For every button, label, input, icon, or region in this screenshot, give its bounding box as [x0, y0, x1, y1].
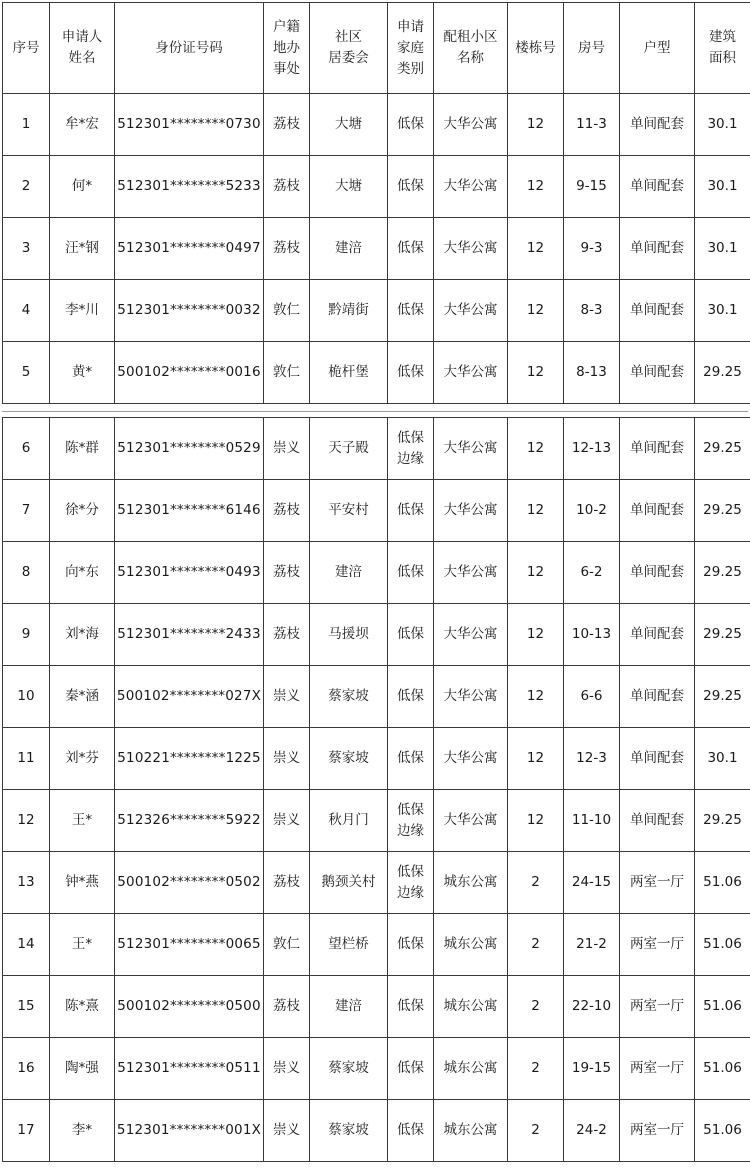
office-cell: 崇义: [264, 1100, 310, 1162]
estate-name-cell: 大华公寓: [434, 666, 508, 728]
row-number-cell: 9: [3, 604, 50, 666]
header-unit-type-line: 户型: [643, 39, 671, 56]
header-office-line: 户籍: [273, 18, 300, 35]
estate-name-cell: 城东公寓: [434, 1038, 508, 1100]
table-row: [3, 1100, 750, 1162]
id-number-cell: 512326********5922: [115, 790, 264, 852]
building-number-cell: 2: [508, 852, 564, 914]
table-body-top: [3, 94, 750, 404]
estate-name-cell: 大华公寓: [434, 480, 508, 542]
applicant-name-cell: 陈*群: [50, 418, 115, 480]
page-break-line: [2, 411, 748, 412]
category-line: 低保: [397, 302, 424, 318]
category-line: 低保: [397, 564, 424, 580]
header-no-line: 序号: [12, 39, 40, 56]
allocation-table-top: [2, 2, 750, 404]
applicant-name-cell: 黄*: [50, 342, 115, 404]
header-category-line: 类别: [397, 60, 424, 77]
category-line: 低保: [397, 116, 424, 132]
room-number-cell: 8-13: [564, 342, 620, 404]
floor-area-cell: 30.1: [695, 280, 750, 342]
estate-name-cell: 大华公寓: [434, 218, 508, 280]
row-number-cell: 15: [3, 976, 50, 1038]
row-number-cell: 2: [3, 156, 50, 218]
id-number-cell: 512301********0065: [115, 914, 264, 976]
id-number-cell: 512301********0529: [115, 418, 264, 480]
category-cell: [388, 94, 434, 156]
office-cell: 崇义: [264, 790, 310, 852]
room-number-cell: 12-13: [564, 418, 620, 480]
room-number-cell: 11-3: [564, 94, 620, 156]
header-estate: [434, 3, 508, 94]
office-cell: 崇义: [264, 1038, 310, 1100]
estate-name-cell: 大华公寓: [434, 418, 508, 480]
category-cell: [388, 852, 434, 914]
building-number-cell: 12: [508, 666, 564, 728]
header-office-line: 地办: [273, 39, 300, 56]
floor-area-cell: 51.06: [695, 976, 750, 1038]
unit-type-cell: 两室一厅: [620, 976, 695, 1038]
building-number-cell: 12: [508, 542, 564, 604]
applicant-name-cell: 向*东: [50, 542, 115, 604]
category-line: 低保: [397, 364, 424, 380]
building-number-cell: 12: [508, 790, 564, 852]
header-room-line: 房号: [578, 39, 605, 56]
unit-type-cell: 单间配套: [620, 418, 695, 480]
category-cell: [388, 156, 434, 218]
header-community-line: 社区: [335, 29, 362, 45]
header-category-line: 申请: [397, 18, 424, 35]
category-cell: [388, 1038, 434, 1100]
community-cell: 天子殿: [310, 418, 388, 480]
id-number-cell: 512301********0730: [115, 94, 264, 156]
row-number-cell: 8: [3, 542, 50, 604]
header-building: [508, 3, 564, 94]
table-row: [3, 280, 750, 342]
applicant-name-cell: 李*: [50, 1100, 115, 1162]
estate-name-cell: 大华公寓: [434, 604, 508, 666]
floor-area-cell: 30.1: [695, 94, 750, 156]
unit-type-cell: 单间配套: [620, 156, 695, 218]
category-line: 低保: [397, 1122, 424, 1138]
unit-type-cell: 单间配套: [620, 604, 695, 666]
unit-type-cell: 两室一厅: [620, 1100, 695, 1162]
floor-area-cell: 30.1: [695, 728, 750, 790]
community-cell: 秋月门: [310, 790, 388, 852]
office-cell: 荔枝: [264, 94, 310, 156]
building-number-cell: 2: [508, 976, 564, 1038]
category-line: 低保: [397, 863, 424, 880]
unit-type-cell: 单间配套: [620, 342, 695, 404]
office-cell: 荔枝: [264, 542, 310, 604]
community-cell: 鹅颈关村: [310, 852, 388, 914]
row-number-cell: 1: [3, 94, 50, 156]
building-number-cell: 12: [508, 280, 564, 342]
table-header-row: [3, 3, 750, 94]
building-number-cell: 12: [508, 728, 564, 790]
floor-area-cell: 29.25: [695, 480, 750, 542]
unit-type-cell: 单间配套: [620, 728, 695, 790]
room-number-cell: 9-15: [564, 156, 620, 218]
office-cell: 敦仁: [264, 914, 310, 976]
building-number-cell: 12: [508, 342, 564, 404]
header-area-line: 建筑: [709, 29, 736, 45]
header-unit-type: [620, 3, 695, 94]
applicant-name-cell: 徐*分: [50, 480, 115, 542]
estate-name-cell: 大华公寓: [434, 94, 508, 156]
table-body-bottom: [3, 418, 750, 1162]
id-number-cell: 500102********0016: [115, 342, 264, 404]
applicant-name-cell: 李*川: [50, 280, 115, 342]
applicant-name-cell: 刘*海: [50, 604, 115, 666]
room-number-cell: 10-2: [564, 480, 620, 542]
header-applicant-name: [50, 3, 115, 94]
unit-type-cell: 单间配套: [620, 218, 695, 280]
header-category: [388, 3, 434, 94]
community-cell: 蔡家坡: [310, 666, 388, 728]
category-line: 低保: [397, 750, 424, 766]
row-number-cell: 7: [3, 480, 50, 542]
community-cell: 建涪: [310, 218, 388, 280]
unit-type-cell: 单间配套: [620, 280, 695, 342]
row-number-cell: 6: [3, 418, 50, 480]
unit-type-cell: 两室一厅: [620, 1038, 695, 1100]
id-number-cell: 512301********6146: [115, 480, 264, 542]
header-room: [564, 3, 620, 94]
estate-name-cell: 城东公寓: [434, 976, 508, 1038]
room-number-cell: 12-3: [564, 728, 620, 790]
category-cell: [388, 542, 434, 604]
header-office: [264, 3, 310, 94]
category-line: 低保: [397, 626, 424, 642]
estate-name-cell: 大华公寓: [434, 342, 508, 404]
applicant-name-cell: 秦*涵: [50, 666, 115, 728]
table-row: [3, 156, 750, 218]
table-row: [3, 852, 750, 914]
estate-name-cell: 大华公寓: [434, 156, 508, 218]
table-row: [3, 976, 750, 1038]
category-line: 低保: [397, 502, 424, 518]
table-row: [3, 342, 750, 404]
category-line: 低保: [397, 178, 424, 194]
building-number-cell: 12: [508, 418, 564, 480]
category-cell: [388, 418, 434, 480]
category-line: 低保: [397, 1060, 424, 1076]
row-number-cell: 11: [3, 728, 50, 790]
room-number-cell: 10-13: [564, 604, 620, 666]
header-area-line: 面积: [709, 50, 736, 66]
unit-type-cell: 单间配套: [620, 666, 695, 728]
category-line: 低保: [397, 429, 424, 446]
room-number-cell: 24-15: [564, 852, 620, 914]
category-cell: [388, 280, 434, 342]
id-number-cell: 512301********001X: [115, 1100, 264, 1162]
category-line: 低保: [397, 688, 424, 704]
header-area: [695, 3, 750, 94]
floor-area-cell: 30.1: [695, 156, 750, 218]
room-number-cell: 11-10: [564, 790, 620, 852]
room-number-cell: 19-15: [564, 1038, 620, 1100]
header-applicant-name-line: 申请人: [61, 29, 103, 45]
office-cell: 崇义: [264, 418, 310, 480]
table-row: [3, 542, 750, 604]
id-number-cell: 512301********0497: [115, 218, 264, 280]
row-number-cell: 16: [3, 1038, 50, 1100]
building-number-cell: 12: [508, 94, 564, 156]
id-number-cell: 500102********027X: [115, 666, 264, 728]
floor-area-cell: 51.06: [695, 1100, 750, 1162]
unit-type-cell: 单间配套: [620, 480, 695, 542]
applicant-name-cell: 王*: [50, 914, 115, 976]
row-number-cell: 4: [3, 280, 50, 342]
category-line: 低保: [397, 998, 424, 1014]
header-estate-line: 名称: [457, 50, 484, 66]
community-cell: 建涪: [310, 542, 388, 604]
table-row: [3, 790, 750, 852]
community-cell: 大塘: [310, 156, 388, 218]
header-no: [3, 3, 50, 94]
unit-type-cell: 单间配套: [620, 542, 695, 604]
table-row: [3, 666, 750, 728]
floor-area-cell: 29.25: [695, 666, 750, 728]
category-cell: [388, 790, 434, 852]
header-community-line: 居委会: [328, 50, 369, 66]
category-cell: [388, 976, 434, 1038]
id-number-cell: 500102********0502: [115, 852, 264, 914]
room-number-cell: 8-3: [564, 280, 620, 342]
building-number-cell: 2: [508, 1100, 564, 1162]
table-row: [3, 418, 750, 480]
table-row: [3, 604, 750, 666]
office-cell: 荔枝: [264, 218, 310, 280]
row-number-cell: 10: [3, 666, 50, 728]
category-line: 边缘: [397, 822, 424, 839]
community-cell: 平安村: [310, 480, 388, 542]
floor-area-cell: 29.25: [695, 604, 750, 666]
estate-name-cell: 大华公寓: [434, 542, 508, 604]
unit-type-cell: 单间配套: [620, 790, 695, 852]
category-line: 低保: [397, 240, 424, 256]
unit-type-cell: 两室一厅: [620, 852, 695, 914]
estate-name-cell: 大华公寓: [434, 790, 508, 852]
room-number-cell: 21-2: [564, 914, 620, 976]
estate-name-cell: 大华公寓: [434, 728, 508, 790]
applicant-name-cell: 何*: [50, 156, 115, 218]
floor-area-cell: 29.25: [695, 342, 750, 404]
id-number-cell: 510221********1225: [115, 728, 264, 790]
category-line: 低保: [397, 936, 424, 952]
building-number-cell: 2: [508, 914, 564, 976]
building-number-cell: 12: [508, 480, 564, 542]
community-cell: 蔡家坡: [310, 728, 388, 790]
category-line: 边缘: [397, 450, 424, 467]
applicant-name-cell: 汪*钢: [50, 218, 115, 280]
office-cell: 荔枝: [264, 604, 310, 666]
unit-type-cell: 单间配套: [620, 94, 695, 156]
id-number-cell: 512301********0032: [115, 280, 264, 342]
header-office-line: 事处: [273, 60, 300, 77]
table-row: [3, 218, 750, 280]
row-number-cell: 14: [3, 914, 50, 976]
floor-area-cell: 51.06: [695, 1038, 750, 1100]
floor-area-cell: 51.06: [695, 914, 750, 976]
estate-name-cell: 城东公寓: [434, 914, 508, 976]
building-number-cell: 2: [508, 1038, 564, 1100]
room-number-cell: 6-2: [564, 542, 620, 604]
room-number-cell: 24-2: [564, 1100, 620, 1162]
floor-area-cell: 30.1: [695, 218, 750, 280]
header-applicant-name-line: 姓名: [68, 50, 96, 66]
header-community: [310, 3, 388, 94]
applicant-name-cell: 陶*强: [50, 1038, 115, 1100]
id-number-cell: 512301********5233: [115, 156, 264, 218]
building-number-cell: 12: [508, 156, 564, 218]
community-cell: 黔靖街: [310, 280, 388, 342]
office-cell: 敦仁: [264, 342, 310, 404]
community-cell: 望栏桥: [310, 914, 388, 976]
office-cell: 荔枝: [264, 480, 310, 542]
office-cell: 崇义: [264, 728, 310, 790]
building-number-cell: 12: [508, 604, 564, 666]
table-row: [3, 914, 750, 976]
room-number-cell: 9-3: [564, 218, 620, 280]
estate-name-cell: 大华公寓: [434, 280, 508, 342]
category-line: 低保: [397, 801, 424, 818]
category-line: 边缘: [397, 884, 424, 901]
office-cell: 敦仁: [264, 280, 310, 342]
header-category-line: 家庭: [397, 39, 424, 56]
community-cell: 桅杆堡: [310, 342, 388, 404]
unit-type-cell: 两室一厅: [620, 914, 695, 976]
room-number-cell: 22-10: [564, 976, 620, 1038]
category-cell: [388, 666, 434, 728]
header-estate-line: 配租小区: [443, 29, 498, 45]
applicant-name-cell: 刘*芬: [50, 728, 115, 790]
building-number-cell: 12: [508, 218, 564, 280]
estate-name-cell: 城东公寓: [434, 852, 508, 914]
applicant-name-cell: 陈*熹: [50, 976, 115, 1038]
community-cell: 蔡家坡: [310, 1100, 388, 1162]
id-number-cell: 512301********2433: [115, 604, 264, 666]
row-number-cell: 5: [3, 342, 50, 404]
room-number-cell: 6-6: [564, 666, 620, 728]
community-cell: 建涪: [310, 976, 388, 1038]
applicant-name-cell: 牟*宏: [50, 94, 115, 156]
table-row: [3, 94, 750, 156]
community-cell: 大塘: [310, 94, 388, 156]
id-number-cell: 500102********0500: [115, 976, 264, 1038]
row-number-cell: 3: [3, 218, 50, 280]
category-cell: [388, 218, 434, 280]
table-row: [3, 728, 750, 790]
table-row: [3, 1038, 750, 1100]
floor-area-cell: 29.25: [695, 790, 750, 852]
floor-area-cell: 29.25: [695, 542, 750, 604]
applicant-name-cell: 王*: [50, 790, 115, 852]
office-cell: 荔枝: [264, 976, 310, 1038]
category-cell: [388, 480, 434, 542]
office-cell: 崇义: [264, 666, 310, 728]
row-number-cell: 12: [3, 790, 50, 852]
office-cell: 荔枝: [264, 156, 310, 218]
header-building-line: 楼栋号: [515, 39, 556, 56]
allocation-table-bottom: [2, 417, 750, 1162]
category-cell: [388, 914, 434, 976]
header-id-number-line: 身份证号码: [155, 39, 223, 56]
category-cell: [388, 1100, 434, 1162]
category-cell: [388, 604, 434, 666]
applicant-name-cell: 钟*燕: [50, 852, 115, 914]
header-id-number: [115, 3, 264, 94]
id-number-cell: 512301********0511: [115, 1038, 264, 1100]
table-row: [3, 480, 750, 542]
floor-area-cell: 29.25: [695, 418, 750, 480]
row-number-cell: 13: [3, 852, 50, 914]
category-cell: [388, 342, 434, 404]
floor-area-cell: 51.06: [695, 852, 750, 914]
id-number-cell: 512301********0493: [115, 542, 264, 604]
estate-name-cell: 城东公寓: [434, 1100, 508, 1162]
category-cell: [388, 728, 434, 790]
community-cell: 蔡家坡: [310, 1038, 388, 1100]
community-cell: 马援坝: [310, 604, 388, 666]
row-number-cell: 17: [3, 1100, 50, 1162]
office-cell: 荔枝: [264, 852, 310, 914]
